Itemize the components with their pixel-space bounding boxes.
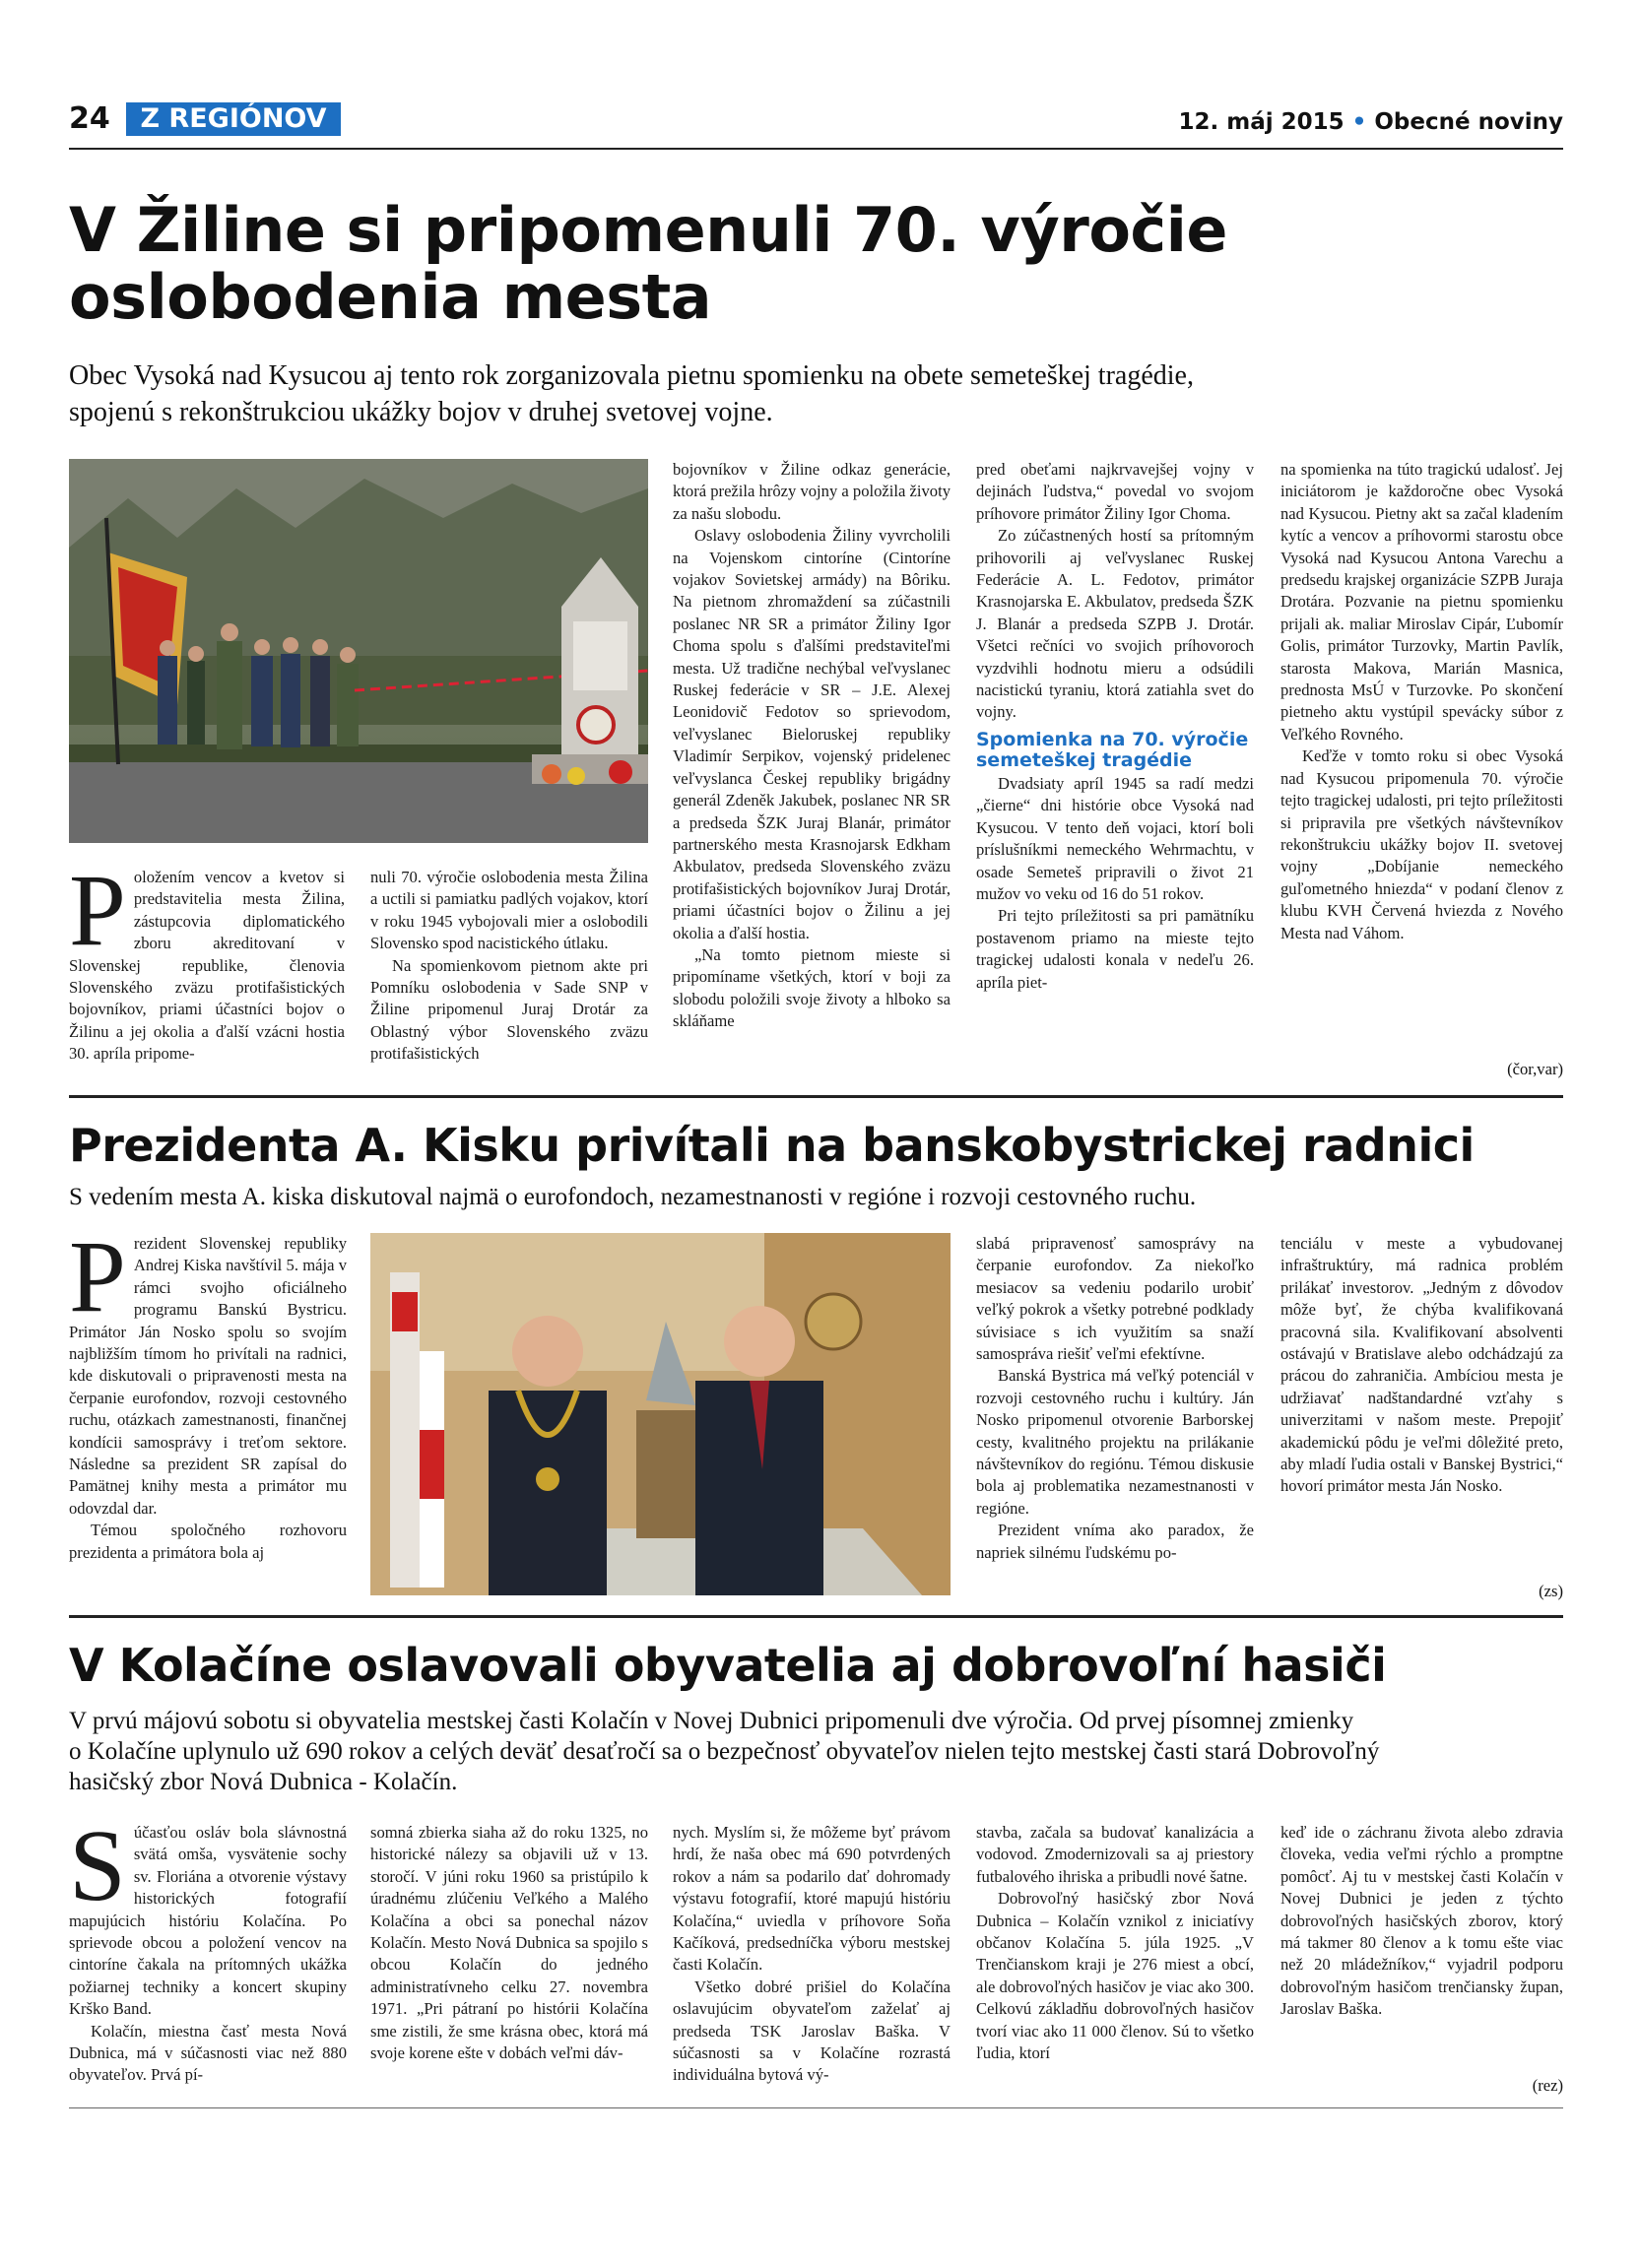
article1-col3-p1: bojovníkov v Žiline odkaz generácie, ktorá prežila hrôzy vojny a položila životy za našu slobodu. [673, 460, 951, 523]
article2-column-3 [1280, 1233, 1563, 1498]
article2-col2-p2: Banská Bystrica má veľký potenciál v rozvoji cestovného ruchu i kultúry. Ján Nosko pripomenul otvorenie Barborskej cesty, kvalitného projektu na prilákanie návštevníkov do regiónu. Témou diskusie bola aj problematika nezamestnanosti v regióne. [976, 1366, 1254, 1518]
article-separator-2 [69, 1615, 1563, 1618]
article3-col3-p2: Všetko dobré prišiel do Kolačína oslavujúcim obyvateľom zaželať aj predseda TSK Jaroslav Baška. V súčasnosti sa v Kolačíne rozrastá individuálna bytová vý- [673, 1976, 951, 2085]
article1-column-1 [69, 854, 345, 1066]
article3-column-5 [1280, 1822, 1563, 2021]
article1-col2-p2: Na spomienkovom pietnom akte pri Pomníku oslobodenia v Sade SNP v Žiline pripomenul Juraj Drotár za Oblastný výbor Slovenského zväzu protifašistických [370, 955, 648, 1064]
article3-col5-p1: keď ide o záchranu života alebo zdravia človeka, vedia veľmi rýchlo a promptne pomôcť. Aj tu v mestskej časti Kolačín v Novej Dubnici je jeden z týchto dobrovoľných hasičských zborov, ktorý má takmer 80 členov a k tomu ešte viac než 20 mládežníkov,“ vyjadril podporu dobrovoľným hasičom trenčiansky župan, Jaroslav Baška. [1280, 1823, 1563, 2019]
article3-column-3 [673, 1822, 951, 2087]
memorial-photo-illustration [69, 459, 648, 843]
article1-lead-line1: Obec Vysoká nad Kysucou aj tento rok zorganizovala pietnu spomienku na obete semeteškej tragédie, [69, 360, 1194, 391]
article3-lead-line2: o Kolačíne uplynulo už 690 rokov a celých deväť desaťročí sa o bezpečnosť obyvateľov nielen tejto mestskej časti stará Dobrovoľný [69, 1738, 1380, 1765]
article2-signature: (zs) [1539, 1582, 1563, 1600]
article1-col5-p2: Keďže v tomto roku si obec Vysoká nad Kysucou pripomenula 70. výročie tejto tragickej udalosti, pri tejto príležitosti si pripravila pre všetkých návštevníkov rekonštrukciu ukážky bojov II. svetovej vojny „Dobíjanie nemeckého guľometného hniezda“ v podaní členov z klubu KVH Červená hviezda z Nového Mesta nad Váhom. [1280, 746, 1563, 942]
article3-col1-p2: Kolačín, miestna časť mesta Nová Dubnica, má v súčasnosti viac než 880 obyvateľov. Prvá pí- [69, 2021, 347, 2085]
article1-col1-text: oložením vencov a kvetov si predstavitelia mesta Žilina, zástupcovia diplomatického zboru akreditovaní v Slovenskej republike, členovia Slovenského zväzu protifašistických bojovníkov, priami účastníci bojov o Žilinu a jej okolia a ďalší vzácni hostia 30. apríla pripome- [69, 868, 345, 1064]
article1-col4-p1: pred obeťami najkrvavejšej vojny v dejinách ľudstva,“ povedal vo svojom príhovore primátor Žiliny Igor Choma. [976, 460, 1254, 523]
article-separator-1 [69, 1095, 1563, 1098]
article1-col4-p2: Zo zúčastnených hostí sa prítomným prihovorili aj veľvyslanec Ruskej Federácie A. L. Fedotov, primátor Krasnojarska E. Akbulatov, predseda ŠZK J. Blanár a predseda SZPB J. Drotár. Všetci rečníci vo svojich príhovoroch vyzdvihli hodnotu mieru a odsúdili nacistickú tyraniu, ktorá zatiahla svet do vojny. [976, 526, 1254, 722]
kiska-photo-illustration [370, 1233, 951, 1595]
article1-lead-line2: spojenú s rekonštrukciou ukážky bojov v druhej svetovej vojne. [69, 397, 773, 427]
article3-column-4 [976, 1822, 1254, 2064]
article1-col3-p3: „Na tomto pietnom mieste si pripomíname všetkých, ktorí v boji za slobodu položili svoje životy a hlboko sa skláňame [673, 944, 951, 1031]
article3-lead-line3: hasičský zbor Nová Dubnica - Kolačín. [69, 1769, 458, 1795]
article1-subheading: Spomienka na 70. výročie semeteškej tragédie [976, 728, 1249, 771]
article1-signature: (čor,var) [1507, 1060, 1563, 1078]
article1-column-2 [370, 867, 648, 1066]
article3-signature: (rez) [1532, 2076, 1563, 2095]
article3-title: V Kolačíne oslavovali obyvatelia aj dobrovoľní hasiči [69, 1639, 1387, 1692]
article3-col4-p1: stavba, začala sa budovať kanalizácia a vodovod. Zmodernizovali sa aj priestory futbalového ihriska a pribudli nové šatne. [976, 1823, 1254, 1886]
section-label: Z REGIÓNOV [126, 102, 341, 136]
article2-col2-p3: Prezident vníma ako paradox, že napriek silnému ľudskému po- [976, 1521, 1254, 1562]
article3-dropcap: S [69, 1809, 126, 1922]
article1-column-5 [1280, 459, 1563, 944]
publication-name: Obecné noviny [1374, 109, 1563, 135]
article2-column-1 [69, 1220, 347, 1564]
header-rule [69, 148, 1563, 150]
article1-col2-p1: nuli 70. výročie oslobodenia mesta Žilina a uctili si pamiatku padlých vojakov, ktorí v roku 1945 vybojovali mier a oslobodili Slovensko spod nacistického útlaku. [370, 868, 648, 953]
article3-col3-p1: nych. Myslím si, že môžeme byť právom hrdí, že naša obec má 690 potvrdených rokov a nám sa podarilo dať dohromady výstavu fotografií, ktoré mapujú históriu Kolačína,“ uviedla v príhovore Soňa Kačíková, predsedníčka výboru mestskej časti Kolačín. [673, 1823, 951, 1975]
article1-lead [69, 357, 1194, 430]
issue-date: 12. máj 2015 [1178, 109, 1345, 135]
dateline-bullet: • [1351, 109, 1367, 135]
article1-title-line1: V Žiline si pripomenuli 70. výročie [69, 194, 1227, 266]
article1-col3-p2: Oslavy oslobodenia Žiliny vyvrcholili na Vojenskom cintoríne (Cintoríne vojakov Sovietskej armády) na Bôriku. Na pietnom zhromaždení sa zúčastnili poslanec NR SR a primátor Žiliny Igor Choma spolu s ďalšími predstaviteľmi mesta. Už tradične nechýbal veľvyslanec Ruskej federácie v SR – J.E. Alexej Leonidovič Fedotov so sprievodom, veľvyslanec Bieloruskej republiky Vladimír Serpikov, vojenský pridelenec veľvyslanca Českej republiky brigádny generál Zdeněk Jakubek, poslanec NR SR a predseda ŠZK Juraj Blanár, primátor partnerského mesta Krasnojarsk Edkham Akbulatov, predseda Slovenského zväzu protifašistických bojovníkov Juraj Drotár, priami účastníci bojov o Žilinu a jej okolia a ďalší hostia. [673, 526, 951, 942]
article1-col5-p1: na spomienka na túto tragickú udalosť. Jej iniciátorom je každoročne obec Vysoká nad Kysucou. Pietny akt sa začal kladením kytíc a vencov a príhovormi starostu obce Vysoká nad Kysucou Antona Varechu a predsedu krajskej organizácie SZPB Juraja Drotára. Pozvanie na pietnu spomienku prijali ak. maliar Miroslav Cipár, Ľubomír Golis, primátor Turzovky, Martin Pavlík, starosta Makova, Marián Masnica, prednosta MsÚ v Turzovke. Po skončení pietneho aktu vystúpil spevácky súbor z Veľkého Rovného. [1280, 460, 1563, 744]
article3-column-2 [370, 1822, 648, 2064]
footer-rule [69, 2107, 1563, 2108]
article1-title [69, 194, 1227, 333]
dateline [1178, 108, 1563, 136]
article2-col3-p1: tenciálu v meste a vybudovanej infraštruktúry, má radnica problém prilákať investorov. „Jedným z dôvodov môže byť, že chýba kvalifikovaná pracovná sila. Kvalifikovaní absolventi ostávajú v Bratislave alebo odchádzajú za prácou do zahraničia. Ambíciou mesta je udržiavať nadštandardné vzťahy s univerzitami v našom meste. Prepojiť akademickú pôdu je veľmi dôležité preto, aby mladí ľudia ostali v Banskej Bystrici,“ hovorí primátor mesta Ján Nosko. [1280, 1234, 1563, 1496]
memorial-photo [69, 459, 648, 843]
article1-dropcap: P [69, 854, 126, 967]
article3-col1-p1: účasťou osláv bola slávnostná svätá omša, vysvätenie sochy sv. Floriána a otvorenie výstavy historických fotografií mapujúcich históriu Kolačína. Po sprievode obcou a položení vencov na cintoríne čakala na prítomných ukážka požiarnej techniky a koncert skupiny Krško Band. [69, 1823, 347, 2019]
article2-col2-p1: slabá pripravenosť samosprávy na čerpanie eurofondov. Za niekoľko mesiacov sa vedeniu podarilo urobiť veľký pokrok a všetky potrebné podklady súvisiace s ich využitím sa snaží samospráva riešiť veľmi efektívne. [976, 1234, 1254, 1364]
article3-col2-p1: somná zbierka siaha až do roku 1325, no historické nálezy sa objavili už v 13. storočí. V júni roku 1960 sa pristúpilo k úradnému zlúčeniu Veľkého a Malého Kolačína a obci sa ponechal názov Kolačín. Mesto Nová Dubnica sa spojilo s obcou Kolačín do jedného administratívneho celku 27. novembra 1971. „Pri pátraní po histórii Kolačína sme zistili, že sme krásna obec, ktorá má svoje korene ešte v dobách veľmi dáv- [370, 1823, 648, 2063]
page-number: 24 [69, 101, 110, 136]
article3-col4-p2: Dobrovoľný hasičský zbor Nová Dubnica – Kolačín vznikol z iniciatívy občanov Kolačína 5. júla 1925. „V Trenčianskom kraji je 276 miest a obcí, ale dobrovoľných hasičov je viac ako 300. Celkovú základňu dobrovoľných hasičov tvorí viac ako 11 000 členov. Sú to všetko ľudia, ktorí [976, 1889, 1254, 2063]
article3-lead-line1: V prvú májovú sobotu si obyvatelia mestskej časti Kolačín v Novej Dubnici pripomenuli dve výročia. Od prvej písomnej zmienky [69, 1708, 1354, 1734]
article1-col4-p4: Pri tejto príležitosti sa pri pamätníku postavenom priamo na mieste tejto tragickej udalosti konala v nedeľu 26. apríla piet- [976, 906, 1254, 992]
article1-title-line2: oslobodenia mesta [69, 261, 712, 333]
article1-column-3 [673, 459, 951, 1033]
article2-title: Prezidenta A. Kisku privítali na banskobystrickej radnici [69, 1119, 1475, 1172]
article1-col4-p3: Dvadsiaty apríl 1945 sa radí medzi „čierne“ dni histórie obce Vysoká nad Kysucou. V tento deň vojaci, ktorí boli príslušníkmi nemeckého Wehrmachtu, v osade Semeteš pripravili o život 21 mužov vo veku od 16 do 51 rokov. [976, 773, 1254, 903]
article2-col1-p2: Témou spoločného rozhovoru prezidenta a primátora bola aj [69, 1521, 347, 1562]
article1-column-4 [976, 459, 1254, 994]
kiska-photo [370, 1233, 951, 1595]
article3-column-1 [69, 1809, 347, 2087]
article2-dropcap: P [69, 1220, 126, 1333]
article2-lead: S vedením mesta A. kiska diskutoval najmä o eurofondoch, nezamestnanosti v regióne i rozvoji cestovného ruchu. [69, 1184, 1197, 1210]
article2-column-2 [976, 1233, 1254, 1564]
article2-col1-p1: rezident Slovenskej republiky Andrej Kiska navštívil 5. mája v rámci svojho oficiálneho programu Banskú Bystricu. Primátor Ján Nosko spolu so svojím najbližším tímom ho privítali na radnici, kde diskutovali o pripravenosti mesta na čerpanie eurofondov, rozvoji cestovného ruchu, otázkach zamestnanosti, finančnej kondícii samosprávy i treťom sektore. Následne sa prezident SR zapísal do Pamätnej knihy mesta a primátor mu odovzdal dar. [69, 1234, 347, 1518]
article3-lead [69, 1706, 1379, 1797]
